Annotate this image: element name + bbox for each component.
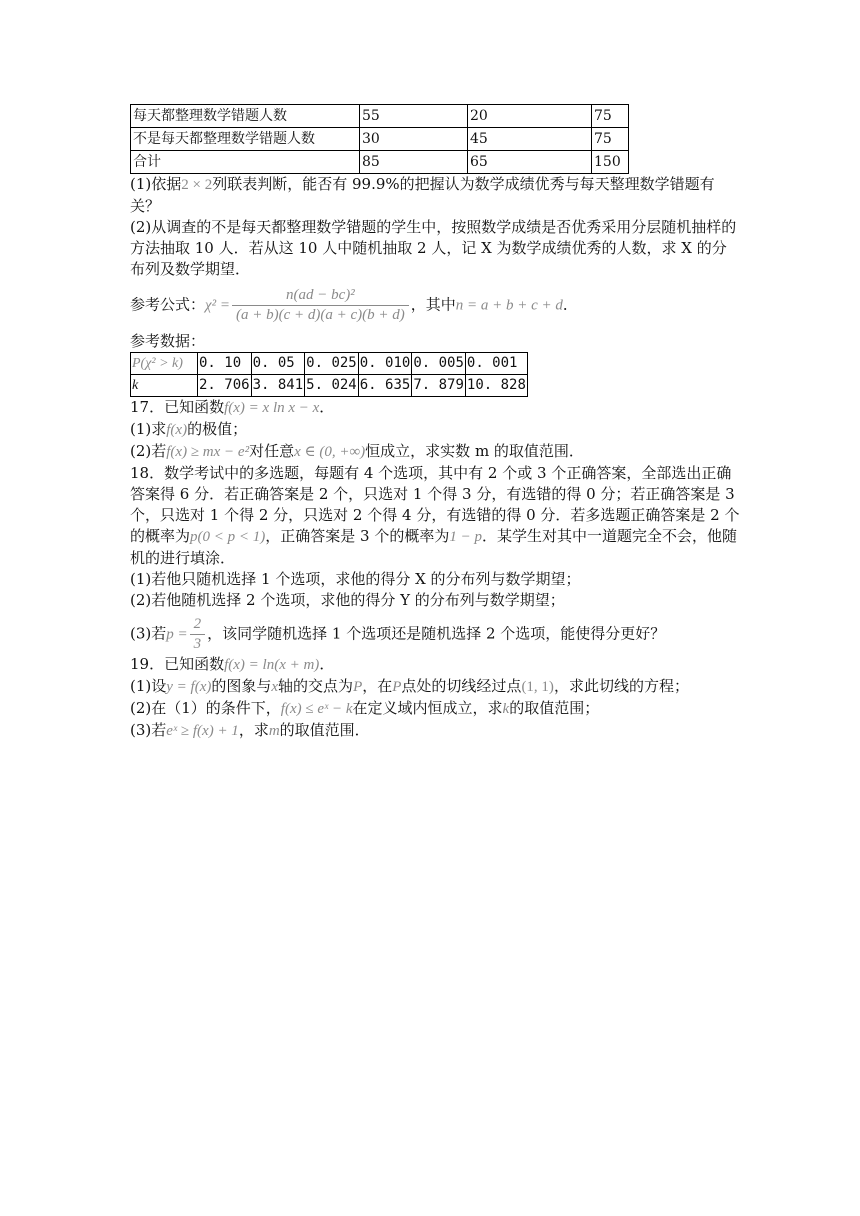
q17-part2: (2)若f(x) ≥ mx − e²对任意x ∈ (0, +∞)恒成立，求实数 m 的取值范围． <box>130 442 584 460</box>
q17-heading: 17．已知函数f(x) = x ln x − x． <box>130 398 335 416</box>
formula-fraction: $\frac{\text{n(ad − bc)²}}{(a + b)(c + d)(a + c)(b + d)}$ <box>232 286 409 325</box>
formula-n: n = a + b + c + d <box>455 297 563 314</box>
q16-formula: 参考公式：χ² = $\frac{\text{n(ad − bc)²}}{(a + b)(c + d)(a + c)(b + d)}$ ，其中n = a + b + c + d． <box>130 287 578 323</box>
table-cell: 75 <box>592 105 629 128</box>
table-cell: 3. 841 <box>251 375 305 397</box>
q16-part1: (1)依据2 × 2列联表判断，能否有 99.9%的把握认为数学成绩优秀与每天整理数学错题有关？ <box>130 175 715 215</box>
table-cell: 0. 005 <box>412 353 466 375</box>
q17-function: f(x) = x ln x − x <box>224 400 320 416</box>
q18-part3: (3)若p = $\frac{2}{3}$ ，该同学随机选择 1 个选项还是随机选择 2 个选项，能使得分更好？ <box>130 616 666 652</box>
q19-part2: (2)在（1）的条件下，f(x) ≤ eˣ − k在定义域内恒成立，求k的取值范围； <box>130 699 600 717</box>
table-row <box>131 151 629 174</box>
table-cell: 每天都整理数学错题人数 <box>131 105 360 128</box>
table-cell: 不是每天都整理数学错题人数 <box>131 128 360 151</box>
q19-part3: (3)若eˣ ≥ f(x) + 1，求m的取值范围． <box>130 721 370 739</box>
table-cell: 45 <box>468 128 592 151</box>
table-cell: 20 <box>468 105 592 128</box>
table-row <box>131 375 528 397</box>
contingency-table <box>130 104 629 174</box>
q18-part1: (1)若他只随机选择 1 个选项，求他的得分 X 的分布列与数学期望； <box>130 570 581 588</box>
q19-part1: (1)设y = f(x)的图象与x轴的交点为P，在P点处的切线经过点(1, 1)，求此切线的方程； <box>130 677 689 695</box>
q19-heading: 19．已知函数f(x) = ln(x + m)． <box>130 655 335 673</box>
q19-function: f(x) = ln(x + m) <box>224 657 320 673</box>
table-cell: 6. 635 <box>358 375 412 397</box>
math-2x2: 2 × 2 <box>181 177 213 193</box>
table-cell: 75 <box>592 128 629 151</box>
reference-table <box>130 352 528 397</box>
table-cell: 150 <box>592 151 629 174</box>
q16-data-label: 参考数据： <box>130 332 206 350</box>
q16-part2: (2)从调查的不是每天都整理数学错题的学生中，按照数学成绩是否优秀采用分层随机抽样的方法抽取 10 人．若从这 10 人中随机抽取 2 人，记 X 为数学成绩优秀的人数，求 X 的分布列及数学期望． <box>130 218 737 278</box>
table-cell: 30 <box>360 128 468 151</box>
table-cell: 0. 025 <box>305 353 359 375</box>
table-row <box>131 105 629 128</box>
table-cell: 85 <box>360 151 468 174</box>
table-cell: k <box>131 375 198 397</box>
table-cell: 合计 <box>131 151 360 174</box>
table-cell: 0. 001 <box>465 353 527 375</box>
q18-part2: (2)若他随机选择 2 个选项，求他的得分 Y 的分布列与数学期望； <box>130 591 565 609</box>
table-cell: 0. 010 <box>358 353 412 375</box>
table-cell: 65 <box>468 151 592 174</box>
table-cell: 2. 706 <box>198 375 252 397</box>
fraction-two-thirds: $\frac{2}{3}$ <box>190 615 206 654</box>
table-row <box>131 128 629 151</box>
table-cell: 55 <box>360 105 468 128</box>
table-row <box>131 353 528 375</box>
document-page <box>130 104 740 742</box>
table-cell: 5. 024 <box>305 375 359 397</box>
table-cell: 0. 10 <box>198 353 252 375</box>
q18-body: 18．数学考试中的多选题，每题有 4 个选项，其中有 2 个或 3 个正确答案，全部选出正确答案得 6 分．若正确答案是 2 个，只选对 1 个得 3 分，有选错的得 0 分；若正确答案是 3 个，只选对 1 个得 2 分，只选对 2 个得 4 分，有选错的得 0 分．若多选题正确答案是 2 个的概率为p(0 < p < 1)，正确答案是 3 个的概率为1 − p．某学生对其中一道题完全不会，他随机的进行填涂． <box>130 464 740 567</box>
table-cell: 0. 05 <box>251 353 305 375</box>
table-cell: 7. 879 <box>412 375 466 397</box>
table-cell: 10. 828 <box>465 375 527 397</box>
table-cell: P(χ² > k) <box>131 353 198 375</box>
formula-lhs: χ² = <box>205 297 230 314</box>
q17-part1: (1)求f(x)的极值； <box>130 420 248 438</box>
